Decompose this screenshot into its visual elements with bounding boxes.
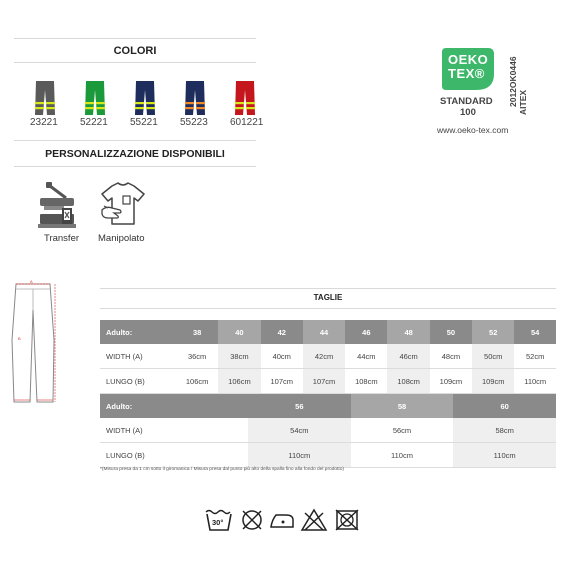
sizes-title: TAGLIE [313,293,343,302]
sizes-table-1 [100,320,556,394]
table-row [100,344,556,369]
table-row [100,369,556,394]
trousers-color-icon[interactable] [234,80,256,116]
table-cell: 58cm [453,418,556,443]
colors-title: COLORI [113,45,157,57]
no-bleach-icon [300,508,328,532]
table-header-cell: 44 [303,320,345,344]
table-cell: 54cm [248,418,351,443]
no-dry-clean-icon [334,508,360,532]
table-cell: 44cm [345,344,387,369]
table-header-cell: Adulto: [100,394,248,418]
oeko-number: 100 [460,107,476,118]
color-code: 52221 [80,117,108,128]
colors-top-divider [14,38,256,39]
row-label: WIDTH (A) [100,418,248,443]
table-header-cell: 42 [261,320,303,344]
color-code: 55223 [180,117,208,128]
table-cell: 48cm [430,344,472,369]
oeko-cert-body: AITEX [518,89,528,115]
oeko-standard: STANDARD [440,96,493,107]
table-cell: 38cm [218,344,260,369]
table-cell: 52cm [514,344,556,369]
table-header-cell: 38 [176,320,218,344]
table-cell: 110cm [248,443,351,468]
color-code: 55221 [130,117,158,128]
table-header-cell: 52 [472,320,514,344]
color-code: 601221 [230,117,264,128]
table-cell: 56cm [351,418,454,443]
table-header-cell: 50 [430,320,472,344]
tshirt-hand-icon [98,180,148,230]
table-cell: 42cm [303,344,345,369]
table-header-cell: 46 [345,320,387,344]
table-cell: 36cm [176,344,218,369]
table-cell: 106cm [218,369,260,394]
table-cell: 110cm [453,443,556,468]
heat-press-icon [36,180,80,230]
table-cell: 40cm [261,344,303,369]
color-code: 23221 [30,117,58,128]
table-cell: 109cm [472,369,514,394]
svg-text:B: B [18,336,21,341]
manipolato-label: Manipolato [98,233,145,244]
table-cell: 110cm [351,443,454,468]
oeko-logo-line2: TEX® [448,66,485,81]
wash-temp: 30° [212,518,224,527]
sizes-top-divider [100,288,556,289]
trousers-diagram [10,280,56,410]
table-header-cell: Adulto: [100,320,176,344]
row-label: LUNGO (B) [100,369,176,394]
sizes-bottom-divider [100,308,556,309]
colors-bottom-divider [14,62,256,63]
trousers-color-icon[interactable] [34,80,56,116]
table-cell: 46cm [387,344,429,369]
table-header-cell: 48 [387,320,429,344]
table-cell: 108cm [387,369,429,394]
table-cell: 107cm [261,369,303,394]
sizes-table-2 [100,394,556,468]
customization-title: PERSONALIZZAZIONE DISPONIBILI [45,148,225,160]
trousers-color-icon[interactable] [134,80,156,116]
row-label: WIDTH (A) [100,344,176,369]
custom-top-divider [14,140,256,141]
table-cell: 109cm [430,369,472,394]
table-header-cell: 60 [453,394,556,418]
measurement-note: *(Misura presa da 1 cm sotto il giromanica / Misura presa dal punto più alto della spalla fino alla fondo del prodotto) [100,467,344,472]
svg-text:A: A [30,280,33,284]
table-cell: 110cm [514,369,556,394]
custom-bottom-divider [14,166,256,167]
table-cell: 108cm [345,369,387,394]
table-row [100,418,556,443]
table-row [100,443,556,468]
trousers-color-icon[interactable] [84,80,106,116]
oeko-website[interactable]: www.oeko-tex.com [437,125,509,135]
oeko-logo-line1: OEKO [448,52,489,67]
row-label: LUNGO (B) [100,443,248,468]
oeko-cert-code: 2012OK0446 [508,56,518,107]
no-tumble-dry-icon [240,508,264,532]
table-cell: 50cm [472,344,514,369]
table-header-cell: 56 [248,394,351,418]
sizes-table-1-header [100,320,556,344]
table-header-cell: 54 [514,320,556,344]
trousers-color-icon[interactable] [184,80,206,116]
table-header-cell: 58 [351,394,454,418]
sizes-table-2-header [100,394,556,418]
care-symbols [204,506,374,534]
table-cell: 106cm [176,369,218,394]
table-cell: 107cm [303,369,345,394]
table-header-cell: 40 [218,320,260,344]
iron-low-icon [268,510,296,530]
transfer-label: Transfer [44,233,80,244]
